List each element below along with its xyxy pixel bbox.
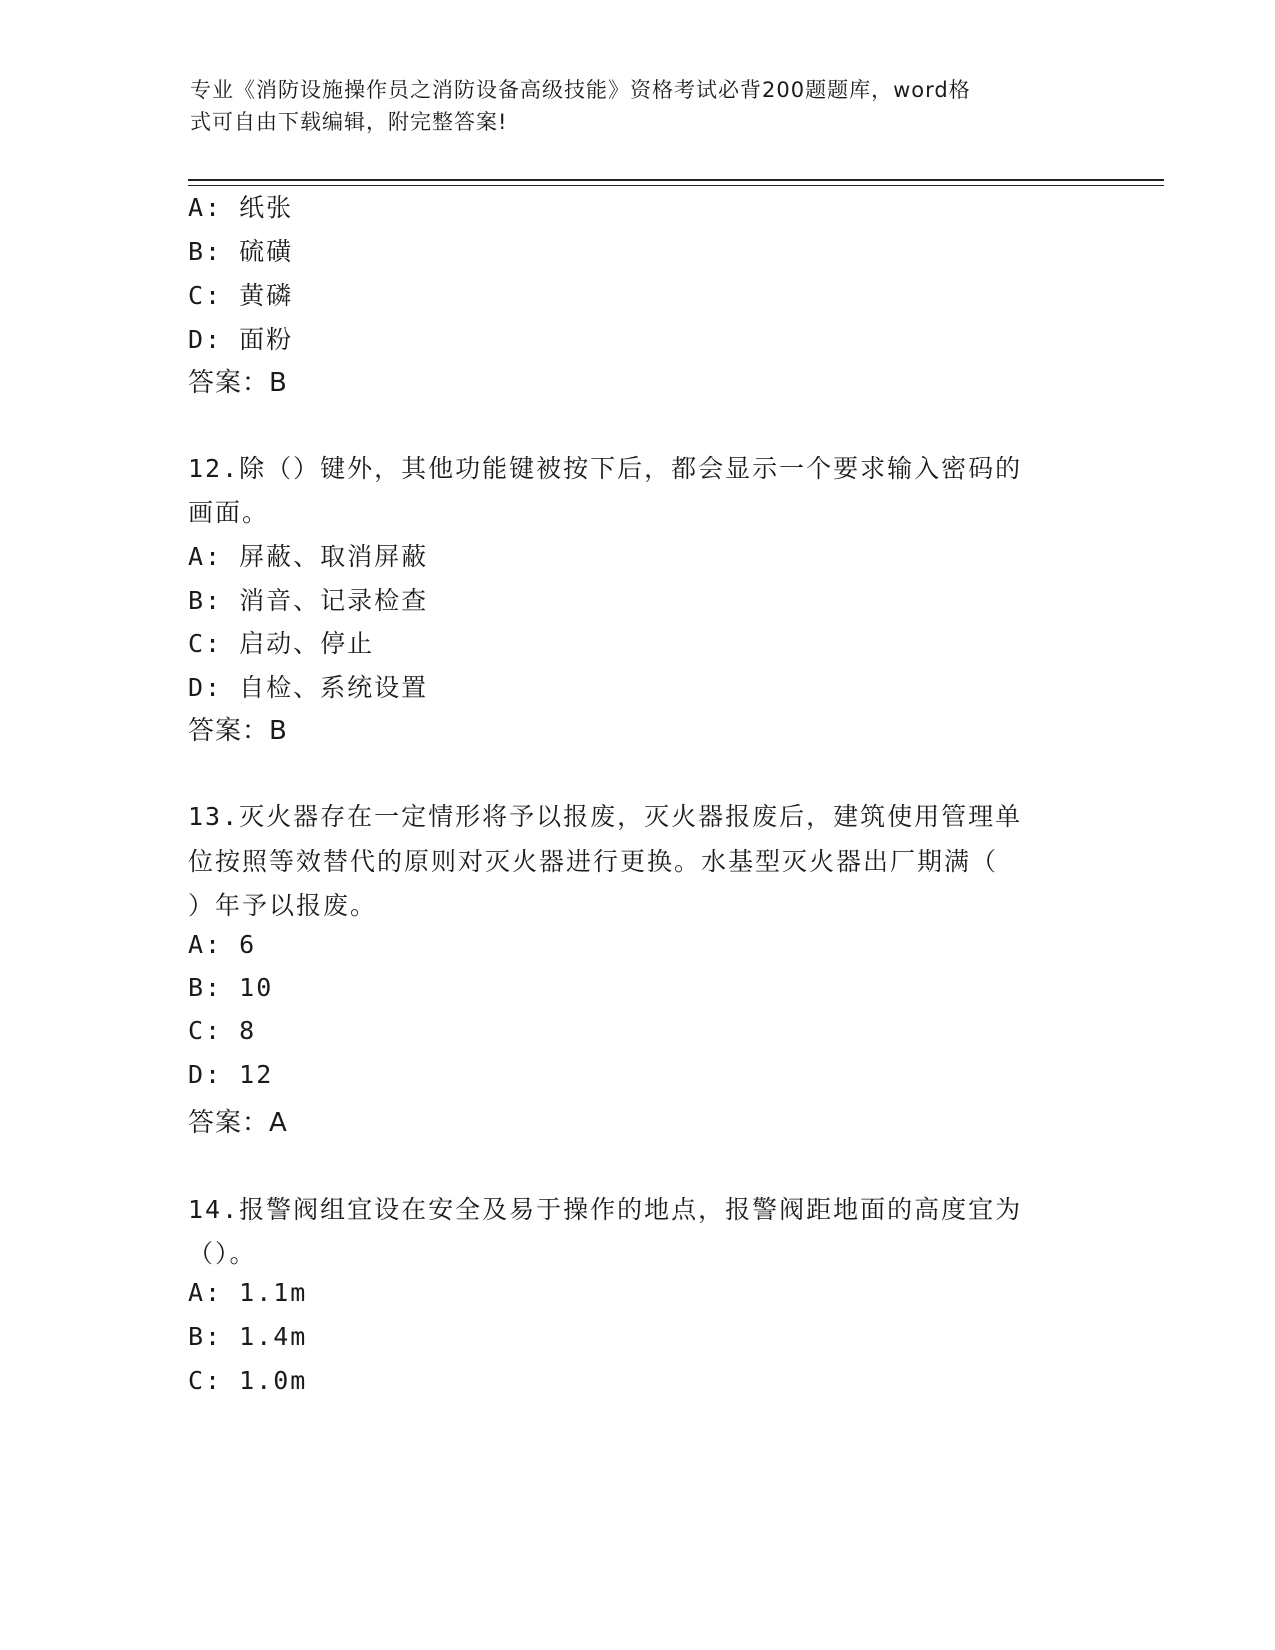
q13-option-b: B: 10: [188, 973, 274, 1002]
q13-stem-line-2: 位按照等效替代的原则对灭火器进行更换。水基型灭火器出厂期满（: [188, 847, 999, 876]
q12-stem-line-2: 画面。: [188, 498, 270, 527]
q11-option-d: D: 面粉: [188, 325, 294, 354]
q12-option-d: D: 自检、系统设置: [188, 673, 429, 702]
q12-option-a: A: 屏蔽、取消屏蔽: [188, 542, 429, 571]
document-header: [190, 74, 1090, 138]
header-divider: [188, 179, 1164, 186]
q13-answer: 答案：A: [188, 1108, 288, 1138]
q11-option-c: C: 黄磷: [188, 281, 294, 310]
q13-stem-line-3: ）年予以报废。: [188, 891, 378, 920]
q12-answer: 答案：B: [188, 716, 288, 746]
q14-option-c: C: 1.0m: [188, 1366, 308, 1395]
q13-option-d: D: 12: [188, 1060, 274, 1089]
q11-option-a: A: 纸张: [188, 193, 294, 222]
q12-option-c: C: 启动、停止: [188, 629, 375, 658]
q13-stem-line-1: 13.灭火器存在一定情形将予以报废，灭火器报废后，建筑使用管理单: [188, 802, 1023, 831]
header-line-1: 专业《消防设施操作员之消防设备高级技能》资格考试必背200题题库，word格: [190, 78, 971, 102]
header-line-2: 式可自由下载编辑，附完整答案!: [190, 110, 508, 134]
q13-option-a: A: 6: [188, 930, 257, 959]
q14-option-a: A: 1.1m: [188, 1278, 308, 1307]
q12-option-b: B: 消音、记录检查: [188, 586, 429, 615]
q14-stem-line-2: （）。: [188, 1239, 257, 1268]
q11-answer: 答案：B: [188, 368, 288, 398]
q14-option-b: B: 1.4m: [188, 1322, 308, 1351]
q13-option-c: C: 8: [188, 1016, 257, 1045]
q14-stem-line-1: 14.报警阀组宜设在安全及易于操作的地点，报警阀距地面的高度宜为: [188, 1195, 1023, 1224]
q12-stem-line-1: 12.除（）键外，其他功能键被按下后，都会显示一个要求输入密码的: [188, 454, 1023, 483]
q11-option-b: B: 硫磺: [188, 237, 294, 266]
